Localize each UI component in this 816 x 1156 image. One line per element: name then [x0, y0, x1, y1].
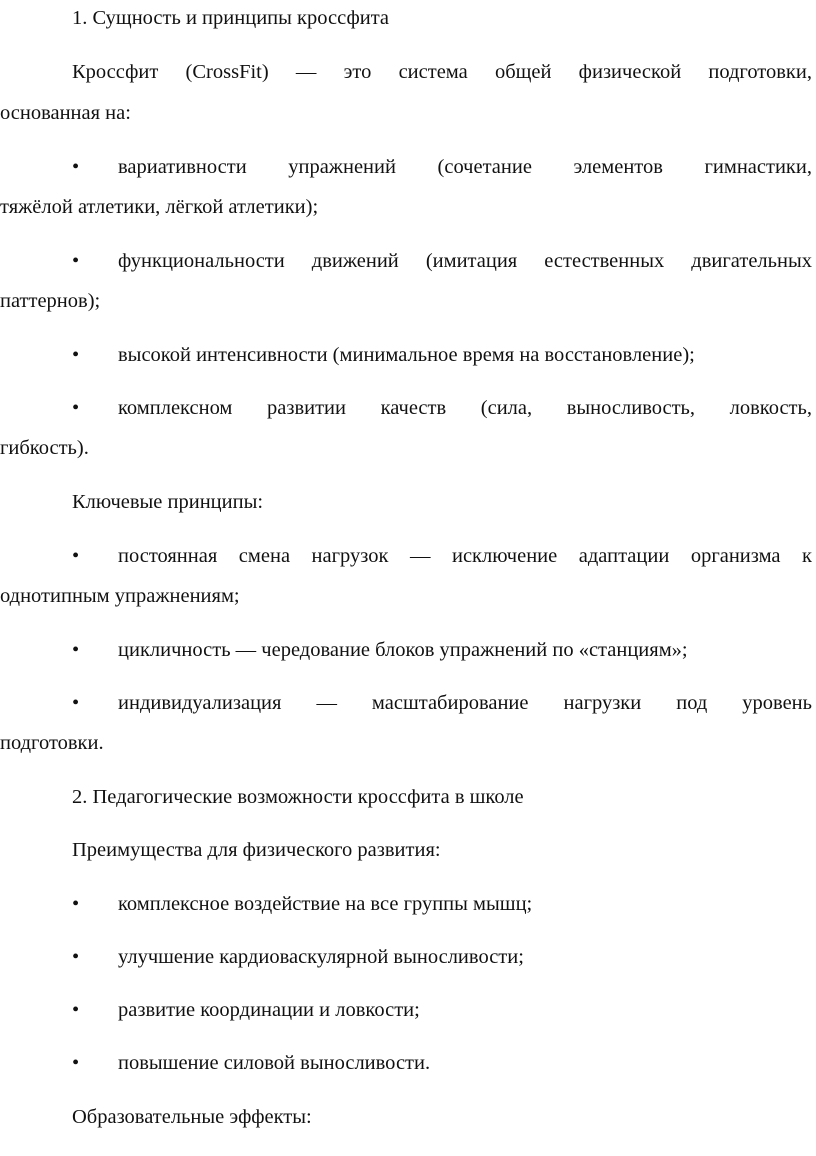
advantages-title: Преимущества для физического развития: — [72, 839, 441, 861]
bullet-marker: • — [72, 999, 80, 1021]
section-2-heading: 2. Педагогические возможности кроссфита в школе — [72, 786, 524, 808]
list-item-line-1: комплексном развитии качеств (сила, выносливость, ловкость, — [118, 397, 812, 419]
list-item-line-2: подготовки. — [0, 732, 104, 754]
bullet-marker: • — [72, 1052, 80, 1074]
list-item-line-1: высокой интенсивности (минимальное время на восстановление); — [118, 344, 695, 366]
bullet-marker: • — [72, 639, 80, 661]
list-item-line-2: тяжёлой атлетики, лёгкой атлетики); — [0, 196, 319, 218]
list-item-line-1: вариативности упражнений (сочетание элементов гимнастики, — [118, 156, 812, 178]
effects-title: Образовательные эффекты: — [72, 1106, 312, 1128]
bullet-marker: • — [72, 344, 80, 366]
list-item-line-1: улучшение кардиоваскулярной выносливости; — [118, 946, 524, 968]
section-1-heading: 1. Сущность и принципы кроссфита — [72, 7, 390, 29]
list-item-line-1: развитие координации и ловкости; — [118, 999, 420, 1021]
list-item-line-1: функциональности движений (имитация естественных двигательных — [118, 250, 812, 272]
list-item-line-1: комплексное воздействие на все группы мышц; — [118, 893, 533, 915]
intro-line-1: Кроссфит (CrossFit) — это система общей физической подготовки, — [72, 61, 812, 83]
principles-title: Ключевые принципы: — [72, 491, 264, 513]
intro-line-2: основанная на: — [0, 102, 131, 124]
bullet-marker: • — [72, 946, 80, 968]
list-item-line-2: паттернов); — [0, 290, 101, 312]
bullet-marker: • — [72, 397, 80, 419]
bullet-marker: • — [72, 545, 80, 567]
bullet-marker: • — [72, 692, 80, 714]
bullet-marker: • — [72, 156, 80, 178]
list-item-line-1: индивидуализация — масштабирование нагрузки под уровень — [118, 692, 812, 714]
list-item-line-1: постоянная смена нагрузок — исключение адаптации организма к — [118, 545, 812, 567]
bullet-marker: • — [72, 250, 80, 272]
list-item-line-2: однотипным упражнениям; — [0, 585, 240, 607]
list-item-line-1: повышение силовой выносливости. — [118, 1052, 431, 1074]
list-item-line-1: цикличность — чередование блоков упражнений по «станциям»; — [118, 639, 688, 661]
bullet-marker: • — [72, 893, 80, 915]
list-item-line-2: гибкость). — [0, 437, 89, 459]
